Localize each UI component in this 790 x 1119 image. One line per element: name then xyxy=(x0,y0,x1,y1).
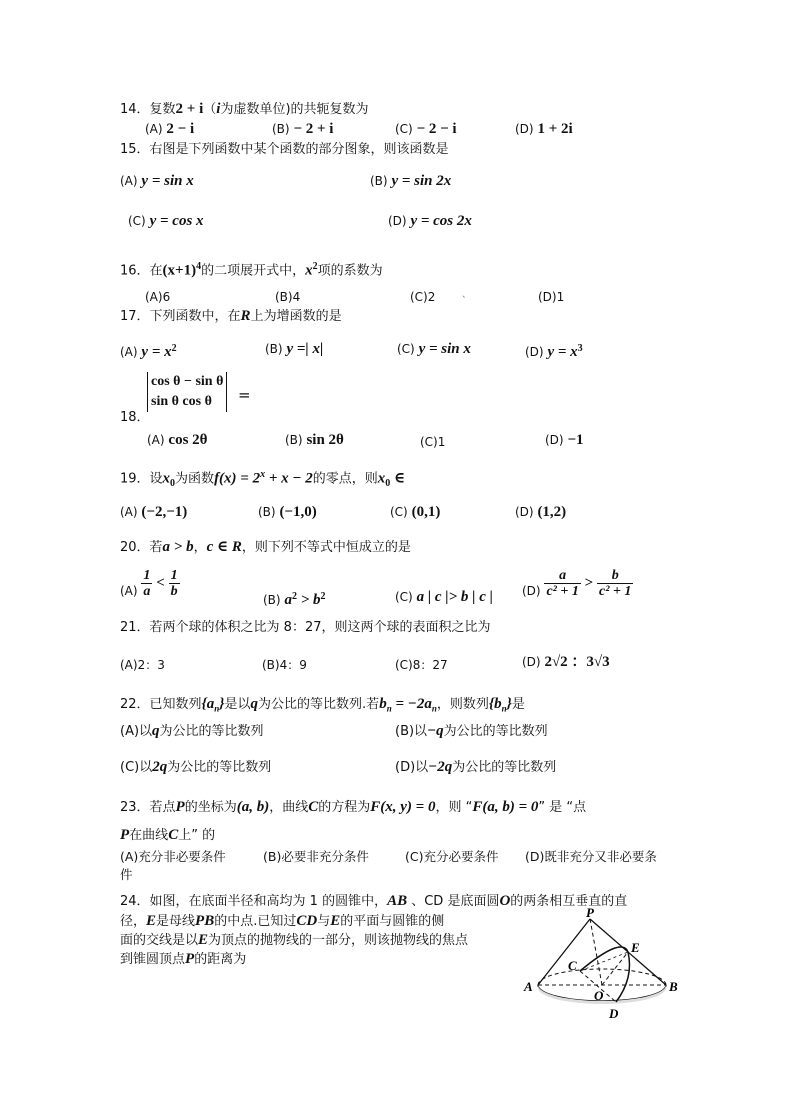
q16-option-b: (B)4 xyxy=(275,290,301,304)
label-p: P xyxy=(586,908,594,920)
generator-pa xyxy=(538,919,590,985)
q19-stem: 19．设$x_0$为函数$f(x) = 2^x + x - 2$的零点，则$x_0$ ∈ xyxy=(120,469,406,489)
q18-determinant: cos θ − sin θ sin θ cos θ xyxy=(147,372,227,412)
q15-option-c: (C) y = cos x xyxy=(128,213,204,229)
q16-stem: 16．在$(x+1)^4$的二项展开式中，$x^2$项的系数为 xyxy=(120,261,383,279)
q15-option-b: (B) y = sin 2x xyxy=(370,173,452,189)
cone-axis xyxy=(590,919,602,985)
q20-option-c: (C) a | c |> b | c | xyxy=(395,589,493,605)
q18-equals: = xyxy=(238,386,251,404)
label-a: A xyxy=(524,979,533,994)
q23-option-a: (A)充分非必要条件 xyxy=(120,849,226,864)
q20-option-d: (D) $\frac{a}{\text{c² + 1}}$ > $\frac{b}{\text{c² + 1}}$ xyxy=(522,568,632,599)
q19-option-b: (B) (−1,0) xyxy=(258,504,317,520)
label-e: E xyxy=(631,940,640,955)
q22-stem: 22．已知数列$\{a_n\}$是以q为公比的等比数列.若$b_n = -2a_n$，则数列$\{b_n\}$是 xyxy=(120,696,525,714)
q18-option-b: (B) sin 2θ xyxy=(285,432,344,448)
q17-option-b: (B) y =| x| xyxy=(265,341,324,357)
q16-option-a: (A)6 xyxy=(145,290,171,304)
q17-stem: 17．下列函数中，在R上为增函数的是 xyxy=(120,308,342,324)
q20-option-a: (A) $\frac{1}{a}$ < $\frac{1}{b}$ xyxy=(120,568,178,599)
q20-option-b: (B) $a^2 > b^2$ xyxy=(263,591,326,608)
q14-option-d: (D) 1 + 2i xyxy=(515,121,573,137)
q23-option-c: (C)充分必要条件 xyxy=(405,849,499,864)
q24-line3: 面的交线是以E为顶点的抛物线的一部分，则该抛物线的焦点 xyxy=(120,932,469,948)
q21-option-b: (B)4：9 xyxy=(262,658,307,672)
q14-option-c: (C) − 2 − i xyxy=(395,121,457,137)
q19-option-a: (A) (−2,−1) xyxy=(120,504,188,520)
q21-stem: 21．若两个球的体积之比为 8：27，则这两个球的表面积之比为 xyxy=(120,620,491,635)
q21-option-c: (C)8：27 xyxy=(395,658,448,672)
label-b: B xyxy=(669,979,678,994)
q16-option-c: (C)2 xyxy=(410,290,436,304)
q24-line4: 到锥圆顶点P的距离为 xyxy=(120,951,247,967)
label-d: D xyxy=(609,1006,619,1021)
q20-stem: 20．若a > b，c ∈ R，则下列不等式中恒成立的是 xyxy=(120,539,411,555)
q21-option-d: (D) 2√2 ：3√3 xyxy=(522,654,610,670)
q22-option-d: (D)以−2q为公比的等比数列 xyxy=(395,759,557,775)
q14-stem: 14．复数2 + i（i为虚数单位)的共轭复数为 xyxy=(120,101,369,117)
q19-option-d: (D) (1,2) xyxy=(515,504,567,520)
q18-option-d: (D) −1 xyxy=(545,432,584,448)
q23-option-d: (D)既非充分又非必要条 xyxy=(525,849,657,864)
q23-option-d-wrap: 件 xyxy=(120,867,133,882)
label-o: O xyxy=(594,988,604,1003)
q17-option-d: (D) $y = x^3$ xyxy=(525,343,583,360)
q22-option-b: (B)以−q为公比的等比数列 xyxy=(395,723,548,739)
q15-option-d: (D) y = cos 2x xyxy=(388,213,472,229)
q22-option-c: (C)以2q为公比的等比数列 xyxy=(120,759,272,775)
q24-line2: 径，E是母线PB的中点.已知过CD与E的平面与圆锥的侧 xyxy=(120,913,445,929)
q15-stem: 15．右图是下列函数中某个函数的部分图象，则该函数是 xyxy=(120,142,449,157)
q17-option-a: (A) $y = x^2$ xyxy=(120,343,177,360)
q18-option-a: (A) cos 2θ xyxy=(147,432,208,448)
q19-option-c: (C) (0,1) xyxy=(390,504,441,520)
q23-stem-line2: P在曲线C上” 的 xyxy=(120,827,216,843)
q21-option-a: (A)2：3 xyxy=(120,658,165,672)
cone-figure xyxy=(510,908,685,1028)
q17-option-c: (C) y = sin x xyxy=(397,341,471,357)
parabola-curve xyxy=(580,947,630,1002)
q14-option-b: (B) − 2 + i xyxy=(272,121,334,137)
q15-option-a: (A) y = sin x xyxy=(120,173,194,189)
q16-option-d: (D)1 xyxy=(538,290,565,304)
q23-option-b: (B)必要非充分条件 xyxy=(263,849,369,864)
q23-stem-line1: 23．若点P的坐标为(a, b)，曲线C的方程为F(x, y) = 0，则 “F(a, b) = 0” 是 “点 xyxy=(120,799,587,815)
q14-option-a: (A) 2 − i xyxy=(145,121,195,137)
q24-line1: 24．如图，在底面半径和高均为 1 的圆锥中，AB 、CD 是底面圆O的两条相互垂直的直 xyxy=(120,893,628,909)
q22-option-a: (A)以q为公比的等比数列 xyxy=(120,723,264,739)
label-c: C xyxy=(568,958,577,973)
q18-number: 18． xyxy=(120,410,150,425)
q18-option-c: (C)1 xyxy=(420,435,446,449)
stray-mark: 、 xyxy=(462,290,472,300)
